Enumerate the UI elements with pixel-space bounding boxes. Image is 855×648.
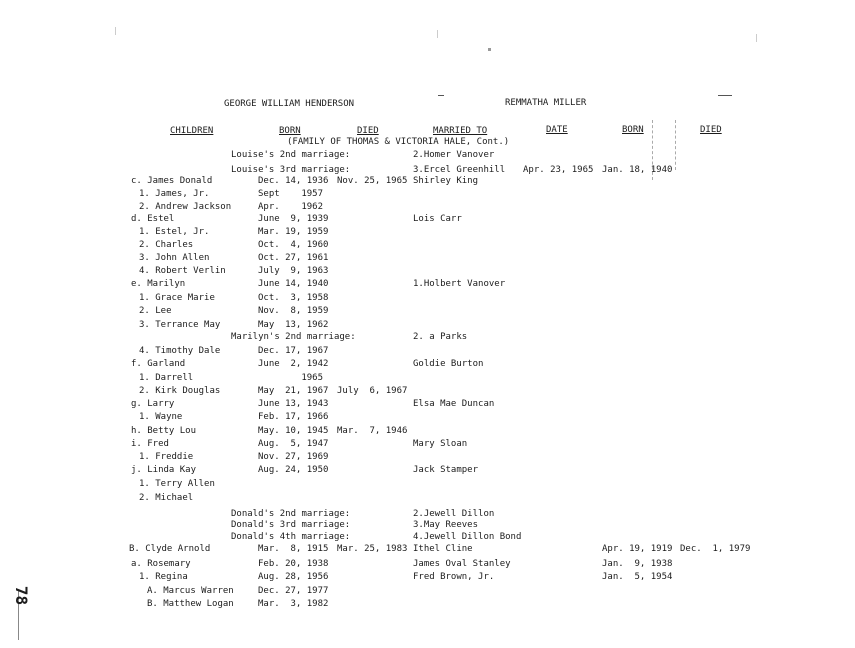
- col-date: DATE: [546, 125, 568, 135]
- col-spouse-born: BORN: [622, 125, 644, 135]
- child-name: 4. Robert Verlin: [139, 266, 226, 276]
- born-date: Feb. 17, 1966: [258, 412, 329, 422]
- spouse-name: Ithel Cline: [413, 544, 473, 554]
- spouse-name: Goldie Burton: [413, 359, 484, 369]
- child-name: i. Fred: [131, 439, 169, 449]
- child-name: e. Marilyn: [131, 279, 186, 289]
- marriage-note: Marilyn's 2nd marriage:: [231, 332, 356, 342]
- child-name: h. Betty Lou: [131, 426, 197, 436]
- spouse-name: Fred Brown, Jr.: [413, 572, 495, 582]
- page-number: 78: [12, 585, 32, 606]
- born-date: Dec. 14, 1936: [258, 176, 329, 186]
- spouse-name: 3.Ercel Greenhill: [413, 165, 506, 175]
- born-date: Nov. 8, 1959: [258, 306, 329, 316]
- scan-speck: [438, 95, 444, 96]
- spouse-name: Mary Sloan: [413, 439, 468, 449]
- guide-line: [675, 120, 676, 170]
- child-name: 1. Darrell: [139, 373, 194, 383]
- col-married-to: MARRIED TO: [433, 126, 488, 136]
- spouse-name: 2.Jewell Dillon: [413, 509, 495, 519]
- child-name: a. Rosemary: [131, 559, 191, 569]
- col-spouse-died: DIED: [700, 125, 722, 135]
- spouse-born: Apr. 19, 1919: [602, 544, 673, 554]
- marriage-note: Donald's 4th marriage:: [231, 532, 351, 542]
- born-date: Aug. 5, 1947: [258, 439, 329, 449]
- col-born: BORN: [279, 126, 301, 136]
- child-name: B. Matthew Logan: [147, 599, 234, 609]
- spouse-name: Shirley King: [413, 176, 479, 186]
- spouse-born: Jan. 18, 1940: [602, 165, 673, 175]
- child-name: 3. John Allen: [139, 253, 210, 263]
- child-name: 4. Timothy Dale: [139, 346, 221, 356]
- child-name: B. Clyde Arnold: [129, 544, 211, 554]
- born-date: Aug. 28, 1956: [258, 572, 329, 582]
- spouse-name: 2. a Parks: [413, 332, 468, 342]
- born-date: Oct. 27, 1961: [258, 253, 329, 263]
- spouse-name: James Oval Stanley: [413, 559, 511, 569]
- marriage-note: Donald's 3rd marriage:: [231, 520, 351, 530]
- spouse-died: Dec. 1, 1979: [680, 544, 751, 554]
- child-name: 2. Andrew Jackson: [139, 202, 232, 212]
- child-name: 2. Charles: [139, 240, 194, 250]
- spouse-born: Jan. 5, 1954: [602, 572, 673, 582]
- spouse-name: 1.Holbert Vanover: [413, 279, 506, 289]
- died-date: July 6, 1967: [337, 386, 408, 396]
- child-name: 2. Kirk Douglas: [139, 386, 221, 396]
- born-date: May 21, 1967: [258, 386, 329, 396]
- born-date: June 14, 1940: [258, 279, 329, 289]
- born-date: Feb. 20, 1938: [258, 559, 329, 569]
- born-date: Aug. 24, 1950: [258, 465, 329, 475]
- spouse-name: Elsa Mae Duncan: [413, 399, 495, 409]
- born-date: May 13, 1962: [258, 320, 329, 330]
- child-name: c. James Donald: [131, 176, 213, 186]
- marriage-note: Louise's 3rd marriage:: [231, 165, 351, 175]
- family-note: (FAMILY OF THOMAS & VICTORIA HALE, Cont.): [287, 137, 510, 147]
- child-name: j. Linda Kay: [131, 465, 197, 475]
- child-name: 1. Freddie: [139, 452, 194, 462]
- died-date: Mar. 25, 1983: [337, 544, 408, 554]
- died-date: Mar. 7, 1946: [337, 426, 408, 436]
- child-name: 1. James, Jr.: [139, 189, 210, 199]
- spouse-name: Jack Stamper: [413, 465, 479, 475]
- scan-speck: [718, 95, 732, 96]
- born-date: Mar. 8, 1915: [258, 544, 329, 554]
- scan-speck: [756, 34, 757, 42]
- child-name: d. Estel: [131, 214, 175, 224]
- marriage-note: Donald's 2nd marriage:: [231, 509, 351, 519]
- col-died: DIED: [357, 126, 379, 136]
- scan-speck: [115, 27, 116, 35]
- spouse-born: Jan. 9, 1938: [602, 559, 673, 569]
- child-name: 3. Terrance May: [139, 320, 221, 330]
- born-date: Mar. 19, 1959: [258, 227, 329, 237]
- born-date: Mar. 3, 1982: [258, 599, 329, 609]
- born-date: Apr. 1962: [258, 202, 324, 212]
- child-name: f. Garland: [131, 359, 186, 369]
- child-name: 2. Michael: [139, 493, 194, 503]
- spouse-name: 4.Jewell Dillon Bond: [413, 532, 522, 542]
- spouse-name: 3.May Reeves: [413, 520, 479, 530]
- born-date: Sept 1957: [258, 189, 324, 199]
- born-date: May. 10, 1945: [258, 426, 329, 436]
- scan-speck: [437, 30, 438, 38]
- born-date: Nov. 27, 1969: [258, 452, 329, 462]
- mother-name: REMMATHA MILLER: [505, 98, 587, 108]
- child-name: 1. Estel, Jr.: [139, 227, 210, 237]
- born-date: Oct. 4, 1960: [258, 240, 329, 250]
- born-date: July 9, 1963: [258, 266, 329, 276]
- scan-speck: [488, 48, 491, 51]
- born-date: 1965: [258, 373, 324, 383]
- died-date: Nov. 25, 1965: [337, 176, 408, 186]
- col-children: CHILDREN: [170, 126, 214, 136]
- spouse-name: 2.Homer Vanover: [413, 150, 495, 160]
- child-name: 1. Regina: [139, 572, 188, 582]
- father-name: GEORGE WILLIAM HENDERSON: [224, 99, 355, 109]
- child-name: 1. Terry Allen: [139, 479, 215, 489]
- spouse-name: Lois Carr: [413, 214, 462, 224]
- born-date: June 2, 1942: [258, 359, 329, 369]
- born-date: June 9, 1939: [258, 214, 329, 224]
- marriage-note: Louise's 2nd marriage:: [231, 150, 351, 160]
- marriage-date: Apr. 23, 1965: [523, 165, 594, 175]
- child-name: g. Larry: [131, 399, 175, 409]
- born-date: Dec. 17, 1967: [258, 346, 329, 356]
- child-name: 2. Lee: [139, 306, 172, 316]
- child-name: 1. Grace Marie: [139, 293, 215, 303]
- born-date: Oct. 3, 1958: [258, 293, 329, 303]
- child-name: 1. Wayne: [139, 412, 183, 422]
- child-name: A. Marcus Warren: [147, 586, 234, 596]
- born-date: Dec. 27, 1977: [258, 586, 329, 596]
- born-date: June 13, 1943: [258, 399, 329, 409]
